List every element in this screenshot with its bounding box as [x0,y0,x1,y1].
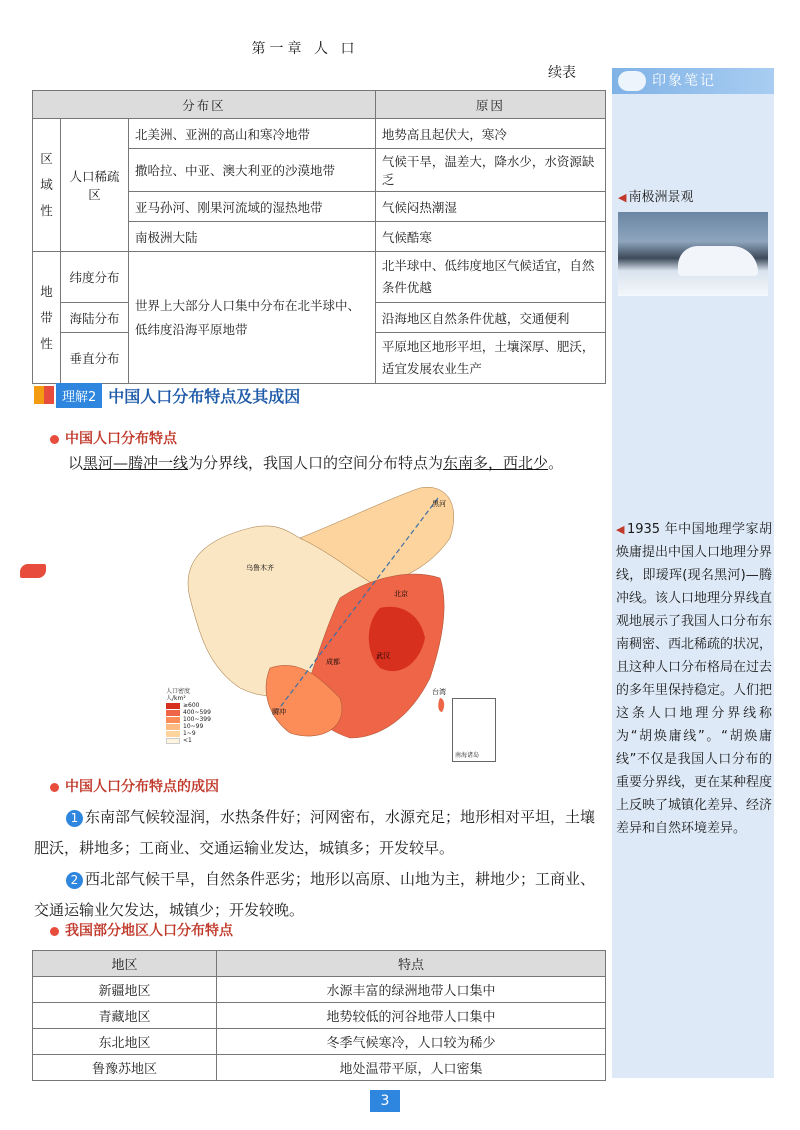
section-title-text: 中国人口分布特点及其成因 [108,386,301,406]
group-label: 地带性 [33,252,61,384]
table-cell: 东北地区 [33,1029,217,1055]
continued-label: 续表 [548,65,576,81]
cause-paragraph-1 [34,802,608,864]
table-cell: 气候闷热潮湿 [375,192,605,222]
sub-label: 垂直分布 [61,333,129,384]
table-cell: 撒哈拉、中亚、澳大利亚的沙漠地带 [129,149,376,192]
table2-heading [50,920,233,940]
antarctic-photo [618,212,768,296]
bullet-icon [50,783,59,792]
map-label-wuhan: 武汉 [376,652,390,660]
cause-paragraph-2 [34,864,608,926]
cause-text-1: 东南部气候较湿润，水热条件好；河网密布，水源充足；地形相对平坦，土壤肥沃，耕地多；工商业、交通运输业发达，城镇多；开发较早。 [34,808,596,857]
table-row [33,977,606,1003]
table-cell: 地势较低的河谷地带人口集中 [217,1003,606,1029]
underlined-text: 黑河—腾冲一线 [83,454,189,472]
text-run: 以 [68,454,84,472]
taiwan-island [438,698,444,712]
side-note [616,518,772,840]
col-region: 分布区 [33,91,376,119]
col-feature: 特点 [217,951,606,977]
table-cell: 北半球中、低纬度地区气候适宜，自然条件优越 [375,252,605,303]
features-heading [50,428,177,448]
map-label-taiwan: 台湾 [432,688,446,696]
table-cell: 地势高且起伏大，寒冷 [375,119,605,149]
table-cell: 世界上大部分人口集中分布在北半球中、低纬度沿海平原地带 [129,252,376,384]
sub-label: 人口稀疏区 [61,119,129,252]
features-paragraph [68,448,563,479]
decorative-mark [20,564,46,578]
distribution-table [32,90,606,384]
col-area: 地区 [33,951,217,977]
table-cell: 新疆地区 [33,977,217,1003]
features-heading-text: 中国人口分布特点 [65,431,177,447]
table-row [33,1003,606,1029]
table-cell: 北美洲、亚洲的高山和寒冷地带 [129,119,376,149]
inset-label: 南海诸岛 [455,752,480,759]
legend-item: ≥600 [183,702,200,709]
page-number: 3 [370,1090,400,1112]
triangle-icon: ◀ [616,523,625,536]
table-cell: 气候酷寒 [375,222,605,252]
legend-unit: 人/km² [166,695,186,702]
table-cell: 地处温带平原，人口密集 [217,1055,606,1081]
table-cell: 气候干旱，温差大，降水少，水资源缺乏 [375,149,605,192]
legend-item: 400~599 [183,709,211,716]
underlined-text: 东南多，西北少 [443,454,549,472]
text-run: 。 [548,454,564,472]
side-note-text: 1935 年中国地理学家胡焕庸提出中国人口地理分界线，即瑷珲(现名黑河)—腾冲线。该人口地理分界线直观地展示了我国人口分布东南稠密、西北稀疏的状况，且这种人口分布格局在过去的多年里保持稳定。人们把这条人口地理分界线称为“胡焕庸线”。“胡焕庸线”不仅是我国人口分布的重要分界线，更在某种程度上反映了城镇化差异、经济差异和自然环境差异。 [616,522,773,836]
sub-label: 海陆分布 [61,303,129,333]
legend-item: <1 [183,737,192,744]
legend-title: 人口密度 [166,688,191,695]
sub-label: 纬度分布 [61,252,129,303]
map-label-beijing: 北京 [394,590,408,598]
notes-tab [612,68,774,94]
table-cell: 沿海地区自然条件优越，交通便利 [375,303,605,333]
number-badge: 2 [66,872,83,889]
col-reason: 原因 [375,91,605,119]
table-cell: 南极洲大陆 [129,222,376,252]
chapter-header: 第一章 人 口 [251,41,359,57]
bullet-icon [50,927,59,936]
book-icon [34,386,54,404]
cause-text-2: 西北部气候干旱，自然条件恶劣；地形以高原、山地为主，耕地少；工商业、交通运输业欠发达，城镇少；开发较晚。 [34,870,596,919]
group-label: 区域性 [33,119,61,252]
regional-table [32,950,606,1081]
map-label-heihe: 黑河 [432,500,446,508]
photo-caption [618,186,693,205]
table-row [33,1055,606,1081]
bullet-icon [50,435,59,444]
table-cell: 鲁豫苏地区 [33,1055,217,1081]
photo-caption-text: 南极洲景观 [628,190,694,205]
table2-heading-text: 我国部分地区人口分布特点 [65,923,233,939]
cloud-icon [618,71,646,91]
number-badge: 1 [66,810,83,827]
section-badge: 理解2 [56,383,102,408]
causes-heading-text: 中国人口分布特点的成因 [65,779,219,795]
south-sea-inset [452,698,496,762]
text-run: 为分界线，我国人口的空间分布特点为 [188,454,444,472]
table-cell: 青藏地区 [33,1003,217,1029]
table-cell: 冬季气候寒冷，人口较为稀少 [217,1029,606,1055]
legend-item: 100~399 [183,716,211,723]
map-label-tengchong: 腾冲 [272,708,286,716]
map-label-chengdu: 成都 [326,658,340,666]
map-label-urumqi: 乌鲁木齐 [246,564,274,572]
table-row [33,1029,606,1055]
triangle-icon: ◀ [618,191,627,204]
causes-heading [50,776,219,796]
table-cell: 亚马孙河、刚果河流域的湿热地带 [129,192,376,222]
legend-item: 10~99 [183,723,204,730]
legend-item: 1~9 [183,730,196,737]
map-legend [166,688,211,744]
section-title [34,382,300,408]
table-cell: 水源丰富的绿洲地带人口集中 [217,977,606,1003]
notes-title: 印象笔记 [652,73,716,89]
table-cell: 平原地区地形平坦，土壤深厚、肥沃，适宜发展农业生产 [375,333,605,384]
